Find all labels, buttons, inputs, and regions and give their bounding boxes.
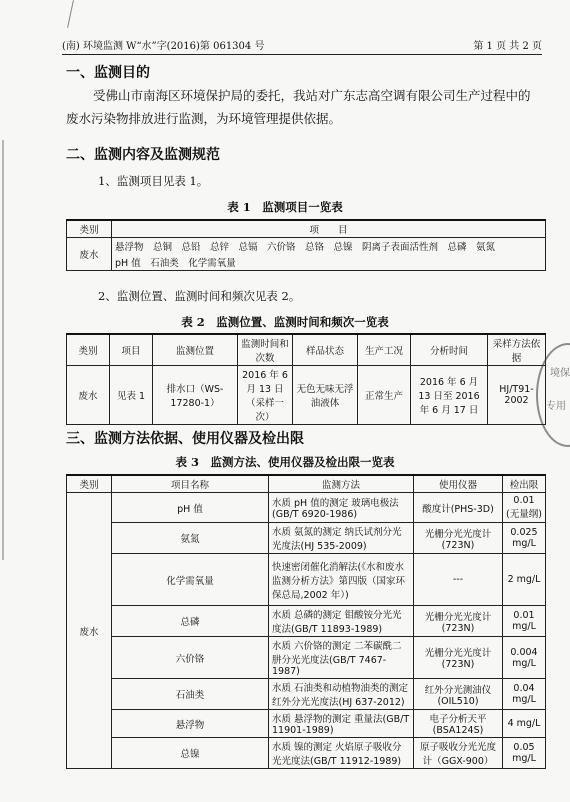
table-3-cell: --- bbox=[414, 554, 503, 606]
table-3-cell: 水质 氨氮的测定 纳氏试剂分光光度法(HJ 535-2009) bbox=[269, 523, 414, 554]
table-3-cell: 0.004 mg/L bbox=[503, 637, 546, 679]
table-3-cell: pH 值 bbox=[112, 493, 269, 523]
table-3-cell: 0.04 mg/L bbox=[503, 679, 546, 710]
table-3-header: 项目名称 bbox=[112, 475, 269, 493]
section-2-title: 二、监测内容及监测规范 bbox=[66, 147, 220, 163]
table-3-cell: 水质 pH 值的测定 玻璃电极法(GB/T 6920-1986) bbox=[269, 493, 414, 523]
table-3-cell: 六价铬 bbox=[112, 637, 269, 679]
table-3-cell: 0.025 mg/L bbox=[503, 523, 546, 554]
table-3-cell: 水质 总磷的测定 钼酸铵分光光度法(GB/T 11893-1989) bbox=[269, 606, 414, 637]
table-3-cell: 水质 六价铬的测定 二苯碳酰二肼分光光度法(GB/T 7467-1987) bbox=[269, 637, 414, 679]
table-3-cell: 水质 石油类和动植物油类的测定 红外分光光度法(HJ 637-2012) bbox=[269, 679, 414, 710]
table-2-cell: 排水口（WS-17280-1） bbox=[153, 366, 238, 425]
table-2-cell: 2016 年 6 月 13 日至 2016 年 6 月 17 日 bbox=[411, 366, 488, 425]
table-2 bbox=[66, 333, 546, 425]
table-3-cell: 电子分析天平(BSA124S) bbox=[414, 710, 503, 738]
table-3-cell: 4 mg/L bbox=[503, 710, 546, 738]
table-3-cell: 化学需氧量 bbox=[112, 554, 269, 606]
table-2-header: 类别 bbox=[67, 334, 110, 366]
table-3-header: 监测方法 bbox=[269, 475, 414, 493]
table-3-cell: 原子吸收分光光度计（GGX-900） bbox=[414, 738, 503, 769]
table-3-cell: 总磷 bbox=[112, 606, 269, 637]
table-3-cell: 0.01 mg/L bbox=[503, 606, 546, 637]
section-1-text: 受佛山市南海区环境保护局的委托，我站对广东志高空调有限公司生产过程中的废水污染物排放进行监测，为环境管理提供依据。 bbox=[66, 88, 531, 126]
page-header bbox=[62, 34, 542, 55]
table-2-cell: 2016 年 6 月 13 日（采样一次） bbox=[238, 366, 293, 425]
table-2-header: 采样方法依据 bbox=[488, 334, 546, 366]
table-2-cell: 见表 1 bbox=[110, 366, 153, 425]
table-2-cell: 正常生产 bbox=[358, 366, 411, 425]
table-3-cell: 红外分光测油仪(OIL510) bbox=[414, 679, 503, 710]
table-3-header: 使用仪器 bbox=[414, 475, 503, 493]
table-3-cell: 光栅分光光度计(723N) bbox=[414, 606, 503, 637]
table-2-header: 监测位置 bbox=[153, 334, 238, 366]
table-3-cell: 2 mg/L bbox=[503, 554, 546, 606]
table-2-header: 监测时间和次数 bbox=[238, 334, 293, 366]
section-3-title: 三、监测方法依据、使用仪器及检出限 bbox=[66, 431, 304, 447]
table-2-header: 生产工况 bbox=[358, 334, 411, 366]
table-2-caption: 表 2 监测位置、监测时间和频次一览表 bbox=[181, 315, 389, 329]
stamp-text: 境保 bbox=[550, 368, 570, 379]
table-1-type: 废水 bbox=[67, 238, 112, 271]
table-3-cell: 水质 镍的测定 火焰原子吸收分光光度法(GB/T 11912-1989) bbox=[269, 738, 414, 769]
table-3-header: 类别 bbox=[67, 475, 112, 493]
table-3-cell: 氨氮 bbox=[112, 523, 269, 554]
table-1-items-row-2: pH 值 石油类 化学需氧量 bbox=[112, 254, 546, 271]
report-number: (南) 环境监测 W“水”字(2016)第 061304 号 bbox=[62, 41, 265, 52]
table-3-cell: 悬浮物 bbox=[112, 710, 269, 738]
table-1 bbox=[66, 219, 546, 271]
table-3 bbox=[66, 474, 546, 769]
stamp-text: 专用 bbox=[546, 401, 566, 412]
table-3-cell: 0.01 (无量纲) bbox=[503, 493, 546, 523]
table-2-cell: 无色无味无浮油液体 bbox=[293, 366, 358, 425]
table-3-cell: 酸度计(PHS-3D) bbox=[414, 493, 503, 523]
table-2-header: 样品状态 bbox=[293, 334, 358, 366]
table-3-cell: 0.05 mg/L bbox=[503, 738, 546, 769]
table-2-header: 项目 bbox=[110, 334, 153, 366]
table-2-header: 分析时间 bbox=[411, 334, 488, 366]
table-3-cell: 光栅分光光度计(723N) bbox=[414, 523, 503, 554]
table-1-items-row-1: 悬浮物 总铜 总铅 总锌 总镉 六价铬 总铬 总镍 阴离子表面活性剂 总磷 氨氮 bbox=[112, 238, 546, 255]
table-2-cell: HJ/T91-2002 bbox=[488, 366, 546, 425]
table-3-cell: 光栅分光光度计(723N) bbox=[414, 637, 503, 679]
table-3-caption: 表 3 监测方法、使用仪器及检出限一览表 bbox=[175, 455, 395, 469]
pen-mark bbox=[67, 0, 74, 28]
table-1-caption: 表 1 监测项目一览表 bbox=[227, 200, 343, 214]
page-counter: 第 1 页 共 2 页 bbox=[473, 41, 542, 52]
table-3-cell: 石油类 bbox=[112, 679, 269, 710]
table-3-cell: 水质 悬浮物的测定 重量法(GB/T 11901-1989) bbox=[269, 710, 414, 738]
table-1-header-items: 项 目 bbox=[112, 220, 546, 238]
table-3-type: 废水 bbox=[67, 493, 112, 769]
section-1-title: 一、监测目的 bbox=[66, 65, 150, 81]
section-2-item-1: 1、监测项目见表 1。 bbox=[98, 174, 209, 188]
table-3-cell: 总镍 bbox=[112, 738, 269, 769]
table-3-header: 检出限 bbox=[503, 475, 546, 493]
section-2-item-2: 2、监测位置、监测时间和频次见表 2。 bbox=[98, 289, 301, 303]
table-1-header-type: 类别 bbox=[67, 220, 112, 238]
table-3-cell: 快速密闭催化消解法(《水和废水监测分析方法》第四版（国家环保总局,2002 年）) bbox=[269, 554, 414, 606]
table-2-cell: 废水 bbox=[67, 366, 110, 425]
